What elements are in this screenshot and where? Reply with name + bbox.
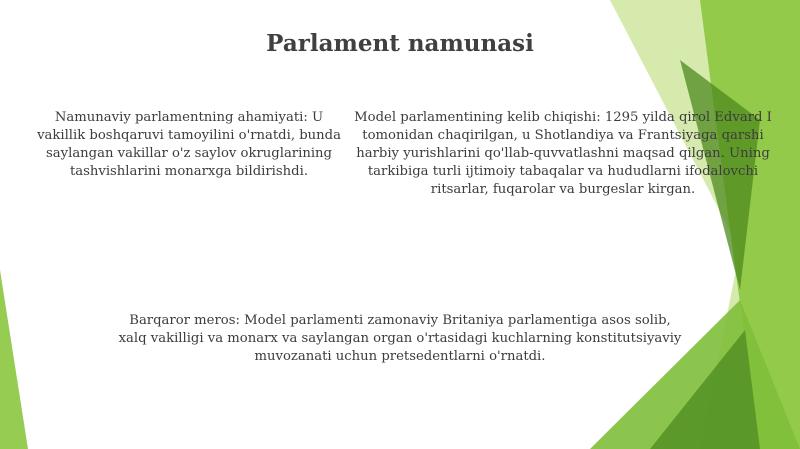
deco-left-strip — [0, 270, 28, 449]
slide-title: Parlament namunasi — [266, 30, 534, 57]
bottom-paragraph: Barqaror meros: Model parlamenti zamonaviy Britaniya parlamentiga asos solib, xalq vakilligi va monarx va saylangan organ o'rtasidagi kuchlarning konstitutsiyaviy muvozanati uchun pretsedentlarni o'rnatdi. — [118, 313, 682, 364]
right-paragraph: Model parlamentining kelib chiqishi: 1295 yilda qirol Edvard I tomonidan chaqirilgan, u Shotlandiya va Frantsiyaga qarshi harbiy yurishlarini qo'llab-quvvatlashni maqsad qilgan. Uning tarkibiga turli ijtimoiy tabaqalar va hududlarni ifodalovchi ritsarlar, fuqarolar va burgeslar kirgan. — [354, 110, 772, 197]
left-paragraph: Namunaviy parlamentning ahamiyati: U vakillik boshqaruvi tamoyilini o'rnatdi, bunda saylangan vakillar o'z saylov okruglarining tashvishlarini monarxga bildirishdi. — [37, 110, 341, 179]
